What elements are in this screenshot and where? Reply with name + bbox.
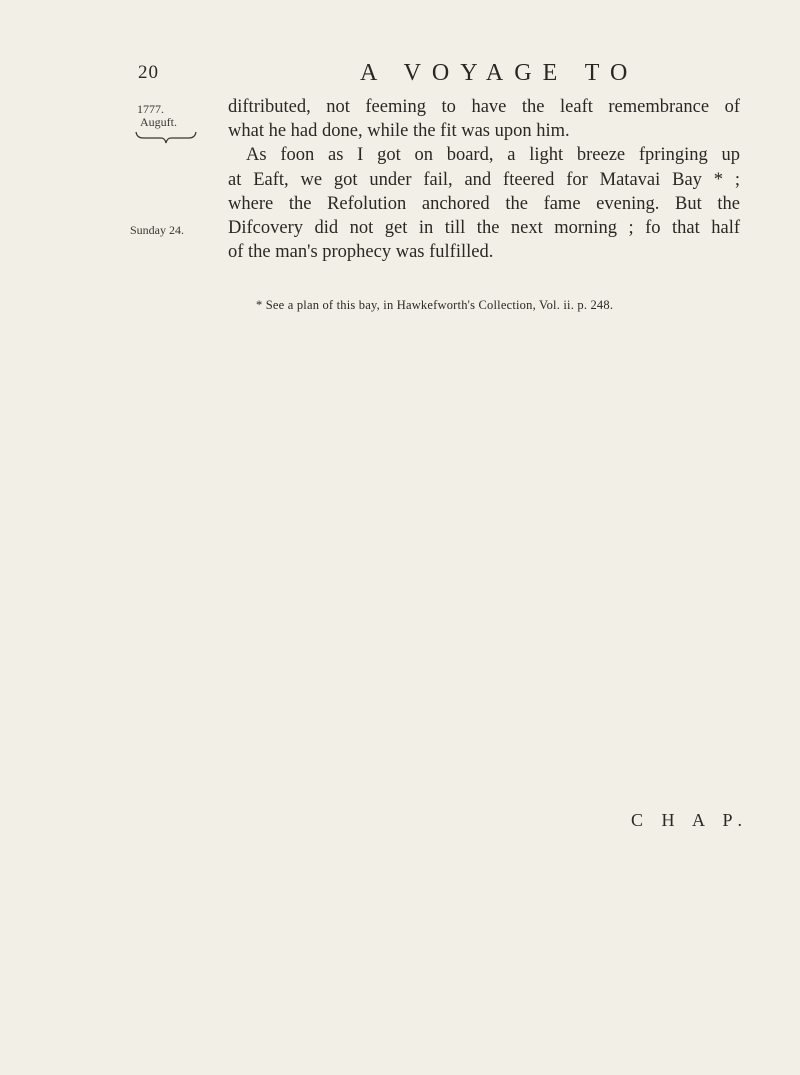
body-line: diftributed, not feeming to have the leaft remembrance of bbox=[228, 97, 740, 117]
margin-month: Auguft. bbox=[140, 115, 177, 129]
body-line: what he had done, while the fit was upon him. bbox=[228, 121, 570, 142]
body-line: of the man's prophecy was fulfilled. bbox=[228, 242, 494, 263]
footnote: * See a plan of this bay, in Hawkefworth's Collection, Vol. ii. p. 248. bbox=[256, 298, 614, 312]
running-title: A VOYAGE TO bbox=[360, 60, 639, 86]
body-line: Difcovery did not get in till the next morning ; fo that half bbox=[228, 218, 740, 239]
body-line: As foon as I got on board, a light breeze fpringing up bbox=[246, 145, 740, 166]
margin-brace-icon bbox=[135, 130, 197, 144]
catchword: C H A P. bbox=[631, 810, 750, 830]
body-text bbox=[228, 95, 740, 264]
margin-year: 1777. bbox=[137, 102, 164, 116]
body-line: where the Refolution anchored the fame evening. But the bbox=[228, 193, 740, 214]
body-line: at Eaft, we got under fail, and fteered for Matavai Bay * ; bbox=[228, 169, 740, 190]
page-number: 20 bbox=[138, 62, 159, 83]
margin-date: Sunday 24. bbox=[130, 223, 184, 237]
